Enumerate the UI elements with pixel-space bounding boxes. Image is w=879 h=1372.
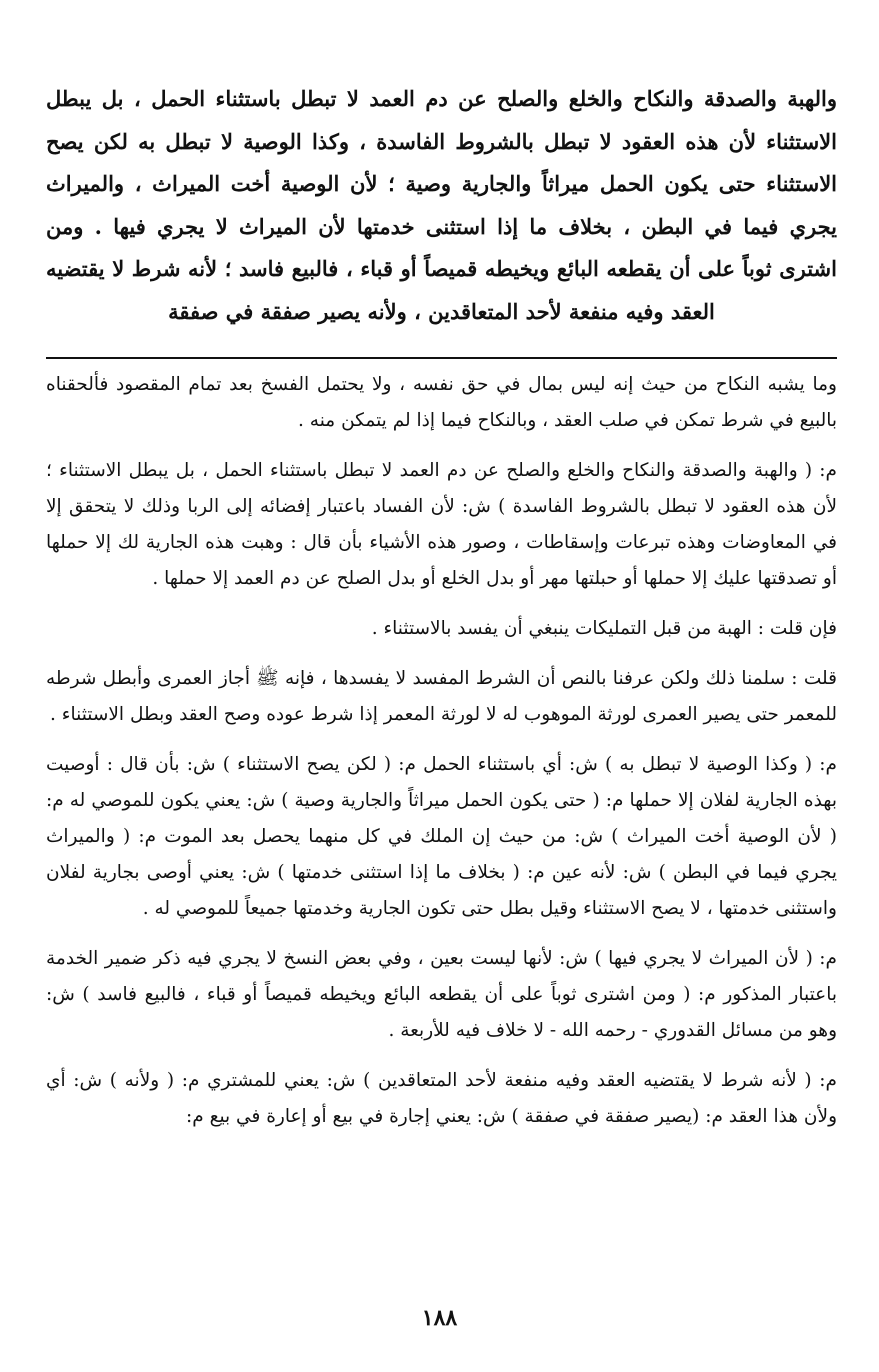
commentary-paragraph: قلت : سلمنا ذلك ولكن عرفنا بالنص أن الشرط المفسد لا يفسدها ، فإنه ﷺ أجاز العمرى وأبطل شرطه للمعمر حتى يصير العمرى لورثة الموهوب له لا لورثة المعمر إذا شرط عوده وصح العقد وبطل الاستثناء . <box>46 668 837 725</box>
commentary-section <box>46 367 837 1135</box>
commentary-paragraph: وما يشبه النكاح من حيث إنه ليس بمال في حق نفسه ، ولا يحتمل الفسخ بعد تمام المقصود فألحقناه بالبيع في شرط تمكن في صلب العقد ، وبالنكاح فيما إذا لم يتمكن منه . <box>46 374 837 431</box>
commentary-paragraph: م: ( والهبة والصدقة والنكاح والخلع والصلح عن دم العمد لا تبطل باستثناء الحمل ، بل يبطل الاستثناء ؛ لأن هذه العقود لا تبطل بالشروط الفاسدة ) ش: لأن الفساد باعتبار إفضائه إلى الربا وذلك لا يتحقق إلا في المعاوضات وهذه تبرعات وإسقاطات ، وصور هذه الأشياء بأن قال : وهبت هذه الجارية لك إلا حملها أو تصدقتها عليك إلا حملها أو حبلتها مهر أو بدل الخلع أو بدل الصلح عن دم العمد إلا حملها . <box>46 460 837 589</box>
commentary-paragraph: فإن قلت : الهبة من قبل التمليكات ينبغي أن يفسد بالاستثناء . <box>371 618 837 639</box>
main-text-block: والهبة والصدقة والنكاح والخلع والصلح عن دم العمد لا تبطل باستثناء الحمل ، بل يبطل الاستثناء لأن هذه العقود لا تبطل بالشروط الفاسدة ، وكذا الوصية لا تبطل به لكن يصح الاستثناء حتى يكون الحمل ميراثاً والجارية وصية ؛ لأن الوصية أخت الميراث ، والميراث يجري فيما في البطن ، بخلاف ما إذا استثنى خدمتها لأن الميراث لا يجري فيها . ومن اشترى ثوباً على أن يقطعه البائع ويخيطه قميصاً أو قباء ، فالبيع فاسد ؛ لأنه شرط لا يقتضيه العقد وفيه منفعة لأحد المتعاقدين ، ولأنه يصير صفقة في صفقة <box>46 86 837 324</box>
page-number: ١٨٨ <box>421 1305 458 1331</box>
section-divider <box>46 357 837 359</box>
commentary-paragraph: م: ( وكذا الوصية لا تبطل به ) ش: أي باستثناء الحمل م: ( لكن يصح الاستثناء ) ش: بأن قال : أوصيت بهذه الجارية لفلان إلا حملها م: ( حتى يكون الحمل ميراثاً والجارية وصية ) ش: يعني يكون للموصي له م: ( لأن الوصية أخت الميراث ) ش: من حيث إن الملك في كل منهما يحصل بعد الموت م: ( والميراث يجري فيما في البطن ) ش: لأنه عين م: ( بخلاف ما إذا استثنى خدمتها ) ش: يعني أوصى بجارية لفلان واستثنى خدمتها ، لا يصح الاستثناء وقيل بطل حتى تكون الجارية وخدمتها جميعاً للموصي له . <box>46 754 837 919</box>
commentary-paragraph: م: ( لأن الميراث لا يجري فيها ) ش: لأنها ليست بعين ، وفي بعض النسخ لا يجري فيه ذكر ضمير الخدمة باعتبار المذكور م: ( ومن اشترى ثوباً على أن يقطعه البائع ويخيطه قميصاً أو قباء ، فالبيع فاسد ) ش: وهو من مسائل القدوري - رحمه الله - لا خلاف فيه للأربعة . <box>46 948 837 1041</box>
commentary-paragraph: م: ( لأنه شرط لا يقتضيه العقد وفيه منفعة لأحد المتعاقدين ) ش: يعني للمشتري م: ( ولأنه ) ش: أي ولأن هذا العقد م: (يصير صفقة في صفقة ) ش: يعني إجارة في بيع أو إعارة في بيع م: <box>46 1070 837 1127</box>
